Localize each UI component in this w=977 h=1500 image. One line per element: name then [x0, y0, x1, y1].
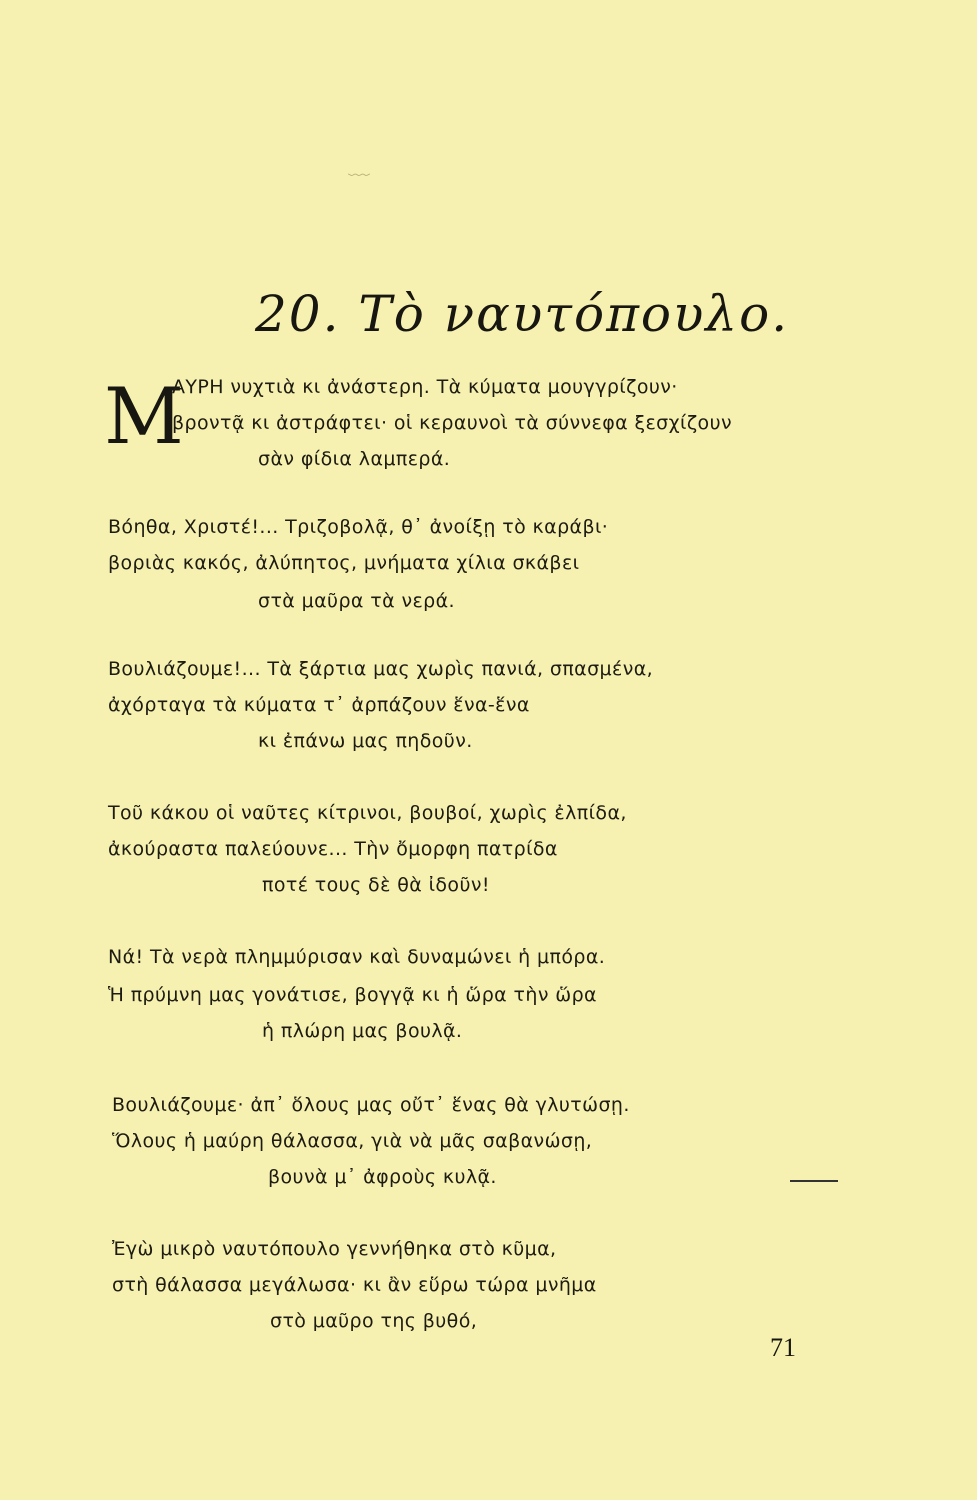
poem-title: 20. Τὸ ναυτόπουλο.	[255, 285, 790, 343]
poem-line: βροντᾷ κι ἀστράφτει· οἱ κεραυνοὶ τὰ σύννεφα ξεσχίζουν	[172, 412, 732, 434]
poem-line: Βουλιάζουμε· ἀπ᾽ ὅλους μας οὔτ᾽ ἕνας θὰ γλυτώσῃ.	[112, 1094, 630, 1116]
margin-dash	[790, 1180, 838, 1182]
poem-line: κι ἐπάνω μας πηδοῦν.	[258, 730, 473, 752]
poem-line: στὸ μαῦρο της βυθό,	[270, 1310, 478, 1332]
poem-line: βουνὰ μ᾽ ἀφροὺς κυλᾷ.	[268, 1166, 497, 1188]
drop-cap: Μ	[104, 372, 184, 462]
poem-line: Ἐγὼ μικρὸ ναυτόπουλο γεννήθηκα στὸ κῦμα,	[112, 1238, 557, 1260]
poem-line: βοριὰς κακός, ἀλύπητος, μνήματα χίλια σκάβει	[108, 552, 580, 574]
poem-line: ἀχόρταγα τὰ κύματα τ᾽ ἀρπάζουν ἕνα-ἕνα	[108, 694, 530, 716]
poem-line: ἀκούραστα παλεύουνε... Τὴν ὄμορφη πατρίδα	[108, 838, 558, 860]
poem-line: στὰ μαῦρα τὰ νερά.	[258, 590, 455, 612]
poem-line: στὴ θάλασσα μεγάλωσα· κι ἂν εὕρω τώρα μνῆμα	[112, 1274, 597, 1296]
poem-line: Τοῦ κάκου οἱ ναῦτες κίτρινοι, βουβοί, χωρὶς ἐλπίδα,	[108, 802, 627, 824]
poem-line: ἡ πλώρη μας βουλᾷ.	[262, 1020, 463, 1042]
poem-line: ποτέ τους δὲ θὰ ἰδοῦν!	[262, 874, 490, 896]
poem-line: Ἡ πρύμνη μας γονάτισε, βογγᾷ κι ἡ ὥρα τὴν ὥρα	[108, 984, 597, 1006]
poem-line: Βόηθα, Χριστέ!... Τριζοβολᾷ, θ᾽ ἀνοίξῃ τὸ καράβι·	[108, 516, 609, 538]
poem-line: Βουλιάζουμε!... Τὰ ξάρτια μας χωρὶς πανιά, σπασμένα,	[108, 658, 654, 680]
stain-mark: ﹏	[348, 155, 371, 180]
poem-line: Νά! Τὰ νερὰ πλημμύρισαν καὶ δυναμώνει ἡ μπόρα.	[108, 946, 606, 968]
page-number: 71	[770, 1333, 796, 1362]
poem-line: σὰν φίδια λαμπερά.	[258, 448, 451, 470]
poem-line: ΑΥΡΗ νυχτιὰ κι ἀνάστερη. Τὰ κύματα μουγγρίζουν·	[172, 376, 678, 398]
poem-line: Ὅλους ἡ μαύρη θάλασσα, γιὰ νὰ μᾶς σαβανώσῃ,	[112, 1130, 593, 1152]
